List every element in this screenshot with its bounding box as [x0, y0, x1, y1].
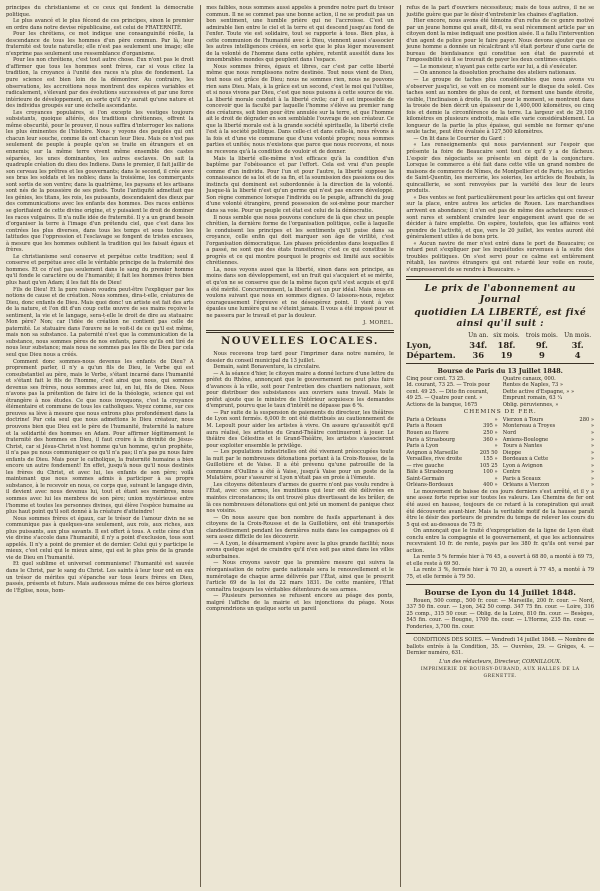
news-item: Nous recevons trop tard pour l'imprimer dans notre numéro, le dossier du conseil municipal du 13 juillet.: [206, 350, 394, 364]
col1-paragraph: Fils de Dieu! Et la pure raison voudra peut-être l'expliquer par les notions de cause et de création. Nous sommes, dira-t-elle, créatures de Dieu, donc enfants de Dieu. Mais quoi donc! un artiste est fait des arts de la nature, et l'on dit d'un coup cette œuvre de ses mains reçoive le sentiment, la vie et le langage, sera-t-elle le droit de dire au statuaire: Mon père? Non; car l'idée de création ne contient pas celle de paternité. Le statuaire dans l'œuvre ne le voit-il de ce qu'il est même, mais non sa substance. La paternité n'est que la communication de la substance, nous sommes pères de nos enfants, parce qu'ils ont tiré de nous leur substance; mais nous ne sommes pas les fils de Dieu par cela seul que Dieu nous a créés.: [6, 286, 194, 358]
paris-quotes: [406, 376, 594, 409]
col3-paragraph: Hier encore, nous avons été témoins d'un refus de ce genre motivé par un jeune homme qui avait, dit-il, vu seul récemment article par un citoyen dont la mise indiquait une position aisée. Il a fallu l'intervention d'un agent de police pour le faire payer. Nous devons ajouter que ce jeune homme a donnée un récalcitrant s'il était porteur d'une carte de bureau de bienfaisance qui constitue son état de pauvreté et l'impossibilité où il se trouvait de payer les deux centimes exigés.: [406, 18, 595, 64]
section-rule: [406, 584, 594, 585]
subscription-cell: 36: [472, 349, 485, 360]
col3-paragraph: refus de la part d'ouvriers nécessiteux; mais de tous autres, il ne se justifie guère que par le désir d'entretenir les chaines d'agitation.: [406, 5, 595, 18]
col1-paragraph: Le plus avancé et le plus fécond de ces principes, sinon le premier en ordre dans notre devise républicaine, est celui de FRATERNITÉ.: [6, 18, 194, 31]
col1-paragraph: Pour les chrétiens, ce mot indique une consanguinité réelle, la descendance de tous les hommes d'un père commun. Par là, leur fraternité est toute naturelle; elle n'est pas seulement une image; elle n'exprime pas seulement une ressemblance d'organisme.: [6, 31, 194, 57]
paris-bourse-title: Bourse de Paris du 13 Juillet 1848.: [437, 366, 563, 375]
col3-paragraph: — Le monsieur, n'ayant pas cette carte sur lui, a dû s'exécuter.: [413, 63, 578, 70]
col1-paragraph: Les croyances populaires, si l'on excepte les vestiges toujours subsistants, quoique altérés, des traditions chrétiennes, offrent la même obscurité, pour le prouver, il nous suffira d'interroger les nations les plus éminentes de l'histoire. Nous y voyons des peuples qui ont chacun leur souche, comme ils ont chacun leur Dieu. Mais ce n'est pas seulement de peuple à peuple qu'on se traite en étrangers et en ennemis; sur la même terre vivent même ensemble des castes séparées, les unes dominantes, les autres esclaves. On sait la quadruple création du dieu des Indiens. Dans le premier, il fait jaillir de son cerveau les prêtres et les gouvernants; dans le second, il crée avec ses bras les soldats et les nobles; dans la troisième, les commerçants sont sortis de son ventre; dans la quatrième, les paysans et les artisans sont nés de la poussière de ses pieds. Toute l'antiquité admettait que les génies, les titans, les rois, les puissants, descendaient des dieux par des communications avec les enfants des hommes. Des races entières se glorifiaient de cette divine origine, et y puisaient le droit de dominer les races vulgaires. Il n'a nulle idée de fraternité. Il y a un grand besoin d'organiser la terre à l'image d'un prétendu ciel, que c'est dans les contrées les plus diverses, dans tous les temps et sous toutes les latitudes que l'oppression et l'esclavage se fongent de tristes excuses, à mesure que les hommes oublient la tradition qui les faisait égaux et frères.: [6, 109, 194, 254]
railways-title: CHEMINS DE FER.: [463, 409, 537, 416]
news-item: Les citoyens détenteurs d'armes de guerre n'ont pas voulu rendre à l'État, avec ces armes, les munitions qui leur ont été délivrées en maintes circonstances; ils ont trouvé plus divertissant de les brûler; de là ces nombreuses détonations qui ont jeté un moment de panique chez nos voisins.: [206, 481, 394, 515]
subscription-cell: 18f.: [497, 339, 516, 350]
news-item: — Par suite de la suspension de paiements du directeur, les théâtres de Lyon sont fermés. 6,000 fr. ont été distribués au cautionnement de M. Lepoult pour aider les artistes à vivre. On assure qu'aussitôt qu'il aura réalisé, les artistes du Grand-Théâtre continueront à jouer. Le théâtre des Célestins et le Grand-Théâtre, les artistes s'associeront pour exploiter ensemble le privilège.: [206, 409, 394, 449]
subscription-header: six mois.: [493, 331, 520, 339]
column-divider: [400, 5, 401, 887]
silk-conditions: CONDITIONS DES SOIES. — Vendredi 14 juillet 1848. — Nombre de ballots entrés à la Condition, 35. — Ouvrées, 29. — Grèges, 4. — Dernier numéro, 631.: [406, 637, 595, 657]
col1-paragraph: Comment donc sommes-nous devenus les enfants de Dieu? A proprement parler, il n'y a qu'un fils de Dieu, le Verbe qui est consubstantiel au père, mais le Verbe, s'étant incarné dans l'humanité et s'étant fait le fils de l'homme, c'est ainsi que nous, qui sommes devenus ses frères, nous sommes avec lui, en lui, fils de Dieu. Nous n'avons pas la prétention de faire ici de la théologie, science qui est étrangère à nos études. Ce que nous invoquons, c'est la croyance élémentaire et commune de tous les catholiques. Voyez comme, sur ces preuves sa lève à mesure que nous entrons plus profondément dans la doctrine! Par cela seul que nous admettons le Dieu créateur, nous prouvons bien que Dieu est le père de l'humanité, fraternité la nature et la solidarité des hommes en Adam. Pour affirmer légitimement le fraternité des hommes en Dieu, il faut croire à la divinité de Jésus-Christ, car si Jésus-Christ n'est homme qu'un homme, qu'un prophète, il n'a pas pu nous communiquer ce qu'il n'a pas; il n'a pas pu nous faire enfants de Dieu. Mais pour le catholique, la fraternité humaine a bien encore un autre fondement! En effet, jusqu'à nous qu'il nous destinés les frères du Christ, et avec lui, les enfants de son père; voilà maintenant que nous sommes admis à participer à sa propre substance, à le recevoir en nous, ce corps que, suivant le langage divin, il devient avec nous devenus lui, tout et étant ses membres, nous sommes avec lui les membres de son père; union mystérieuse entre l'homme et toutes les personnes divines, qui élève l'espèce humaine au plus haut point qu'il soit donné à la créature d'atteindre!: [6, 358, 194, 516]
quote-row: Lyon à Avignon »: [502, 462, 595, 469]
col1-paragraph: principes du christianisme et ce ceux qui fondent la démocratie politique.: [6, 5, 194, 18]
news-item: — Plusieurs personnes se refusent encore au péage des ponts, malgré l'affiche de la mairie et les injonctions du péage. Nous comprendrions un quelque sorte un pareil: [206, 593, 394, 613]
article-signature: J. MOREL.: [363, 320, 394, 327]
subscription-header: Un an.: [468, 331, 489, 339]
news-section-title: NOUVELLES LOCALES.: [221, 335, 379, 347]
subscription-table: [406, 332, 594, 360]
paris-bourse-report: La rente 5 % fermée hier à 76 45, a ouvert à 68 80, a monté à 69 75, et elle reste à 69 50.: [406, 554, 595, 567]
section-rule: [406, 633, 594, 634]
col3-paragraph: — On lit dans le Courrier du Gard :: [413, 135, 506, 142]
railway-quotes-right: [503, 417, 594, 489]
subscription-header: [406, 332, 466, 340]
column-3: [406, 5, 594, 887]
printer-imprint: IMPRIMERIE DE BOURSY-DURAND, AUX HALLES DE LA GRENETTE.: [420, 667, 580, 680]
section-rule: [406, 276, 594, 279]
col3-paragraph: — Le groupe de taches plus considérables que nous avons vu s'observer jusqu'ici, se voit en ce moment sur le disque du soleil. Ces taches sont au nombre de plus de cent, et forment une bande étroite, visible, l'inclinaison à droite. Ils ont pour le moment, se montrent dans la trouée de bien décrit un épaisseur de 1,400,000 kilomètres, ou cinq fois et demie la circonférence de la terre. La largeur est de 29,100 kilomètres en plusieurs endroits, mais elle varie considérablement. La longueur de la partie la plus épaisse, qui semble ne former qu'une seule tache, peut être évaluée à 127,500 kilomètres.: [406, 77, 595, 136]
col3-paragraph: — On annonce la dissolution prochaine des ateliers nationaux.: [413, 70, 577, 77]
news-item: — On nous assure que bon nombre de fusils appartenant à des citoyens de la Croix-Rousse et de la Guillotière, ont été transportés clandestinement pendant les dernières nuits dans les campagnes où il sera assez difficile de les découvrir.: [206, 514, 394, 541]
quote-row: Orléans-Bordeaux 400 »: [406, 482, 498, 489]
lyon-bourse-report: Rouen, 500 comp., 500 fr. cour. — Marseille, 200 fr. cour. — Nord, 337 50 fin. cour. — Lyon, 342 50 comp. 347 75 fin. cour. — Loire, 316 25 comp., 315 50 cour. — Oblig. de la Loire, 810 fin. cour. — Besèges, 545 fin. cour. — Bougne, 1700 fin. cour. — L'Horme, 235 fin. cour. — Fonderies, 3,700 fin. cour.: [406, 597, 595, 630]
col3-paragraph: « Aucun navire de mer n'est entré dans le port de Beaucaire; ce retard peut s'expliquer par les inquiétudes survenues à la suite des troubles politiques. On s'est servi pour ce calme est entièrement rétabli, les navires étrangers qui ont retardé leur voile en route, s'empresseront de se rendre à Beaucaire. »: [406, 240, 595, 273]
news-item: Demain, saint Bonaventure, la circulaire.: [213, 364, 321, 371]
quote-row: Cinq pour cent. 73 25.: [406, 375, 465, 382]
quote-row: Vierzon à Tours 280 »: [502, 416, 595, 423]
col3-paragraph: « Des ventes se font particulièrement pour les articles qui ont faveur sur la place, entre autres les articles de Rouen. Les marchandises arrivent en abondance; il n'en est pas de même des acheteurs: ceux-ci sont rares et semblent craindre leur engagement avant que de se décider à faire emplette. On espère, toutefois, que les affaires vont prendre de l'activité, et que, vers le 20 juillet, les ventes auront été généralement utiles à de bons prix.: [406, 194, 595, 241]
paris-quotes-left: [406, 376, 497, 409]
quote-row: Paris à Rouen 395 »: [406, 423, 498, 430]
subscription-header: Un mois.: [564, 331, 592, 339]
quote-row: Paris à Lyon »: [406, 443, 498, 450]
subscription-cell: 34f.: [469, 339, 488, 350]
quote-row: Rouen au Havre 250 »: [406, 429, 498, 436]
quote-row: Quatre canaux, 000.: [502, 375, 556, 382]
quote-row: Paris à Sceaux »: [502, 475, 595, 482]
quote-row: Id. courant, 73 25. — Trois pour: [406, 382, 491, 389]
quote-row: Paris à Strasbourg 360 »: [406, 436, 498, 443]
quote-row: Nord »: [502, 429, 595, 436]
quote-row: Oblig. péruviennes, »: [502, 401, 559, 408]
quote-row: — rive gauche 105 25: [406, 462, 498, 469]
paris-quotes-right: [503, 376, 594, 409]
news-item: — Les populations industrielles ont été vivement préoccupées toute la nuit par le nombreuses détonations portant à la Croix-Rousse, de la Guillotière et de Vaise. Il a été prévenu qu'une patrouille de la commune d'Oullins a été à Vaise, jusqu'à Vaise pour un poste de la Mulatière, pour s'assurer si Lyon n'était pas en proie à l'émeute.: [206, 449, 394, 482]
quote-row: cent. 49 25. — Dito fin courant,: [406, 388, 489, 395]
quote-row: Centre »: [502, 469, 595, 476]
subscription-row: [406, 350, 594, 360]
col1-paragraph: Pour les non chrétiens, c'est tout autre chose. Eux n'ont pas le droit d'affirmer que tous les hommes sont frères, car si vous citez la tradition, la croyance à l'unité des races n'a plus de fondement. La pure science est bien loin de la démontrer. Au contraire, les observations, les accroitions nous montrent des espèces variables et radicalement, s'élevant par des évolutions successives et par une force intérieure de développement, en sorte qu'il n'y aurait qu'une nature et des individus groupés sur une échelle ascendante.: [6, 57, 194, 110]
paris-bourse-report: Le mouvement de baisse de ces jours derniers s'est arrêté, et il y a une assez forte reprise sur toutes les valeurs. Les Chemins de fer ont été aussi en hausse, toujours de ce retard à la conspiration qui avait été découverte avant-hier. Mais la veritable motif de la hausse paraît être le désir des porteurs de prendre du temps de relever les cours du 5 qui est au-dessous de 75 fr.: [406, 488, 595, 528]
subscription-cell: 9f.: [535, 339, 548, 350]
quote-row: Dieppe »: [502, 449, 595, 456]
column-divider: [200, 5, 201, 887]
section-rule: [206, 330, 394, 333]
column-2: [206, 5, 394, 887]
col2-paragraph: Il nous semble que nous pouvons conclure de là que chez un peuple chrétien, la dernière forme de l'organisation politique, celle à laquelle le conduisent les principes et les sentiments qu'il puise dans sa croyance, celle enfin qui doit marquer son âge de virilité, c'est l'organisation démocratique. Les phases précédentes dans lesquelles il a passé, ne sont que des états transitoires; c'est ce qui constitue le progrès et ce qui montre pourquoi le progrès est limité aux sociétés chrétiennes.: [206, 214, 394, 267]
subscription-header-row: [406, 332, 594, 340]
quote-row: Bordeaux à Cette »: [502, 456, 595, 463]
quote-row: Saint-Germain »: [406, 475, 498, 482]
quote-row: Avignon à Marseille 205 50: [406, 449, 498, 456]
subscription-cell: 9: [538, 349, 545, 360]
quote-row: Actions de la banque, 1675: [406, 401, 478, 408]
subscription-cell: 4: [574, 349, 581, 360]
quote-row: Bâle à Strasbourg 100 »: [406, 469, 498, 476]
col3-paragraph: « Les renseignements qui nous parviennent sur l'espoir que présente la foire de Beaucaire sont tout ce qu'il y a de fâcheux. L'espoir des négociants se présente en dépit de la conjoncture. Lorsque le commerce a été fait dans cette ville un grand nombre de maisons de commerce de Nîmes, de Montpellier et de Paris; les articles de Saint-Quentin, les mercerie, les soieries, les articles de Roubaix, la quincaillerie, se sont renvoyées par la variété des leur de leurs produits.: [406, 142, 595, 195]
col2-paragraph: Mais la liberté elle-même n'est efficace qu'à la condition d'un baptême par l'obéissance et par l'effort. Cela est vrai d'un peuple comme d'un individu. Pour l'un et pour l'autre, la liberté suppose la connaissance de sa loi et de sa fin, et la soumission des passions ou des instincts qui dominent est subordonnée à la direction de la volonté. Jusque-là la liberté n'est qu'un germe qui n'est pas encore développé. Son règne commence lorsque l'individu ou le peuple, affranchi du joug d'une volonté étrangère, prend possession de soi-même pour marcher dans sa voie. Pour un peuple cet état est celui de la démocratie.: [206, 155, 394, 214]
subscription-cell: Lyon,: [406, 339, 432, 350]
quote-row: 49 25. — Quatre pour cent. »: [406, 395, 483, 402]
news-item: — A Lyon, le désarmement s'opère avec la plus grande facilité; nous avons quelque sujet de craindre qu'il n'en soit pas ainsi dans les villes suburbaines.: [206, 540, 394, 560]
subscription-cell: Départem.: [406, 349, 456, 360]
paris-bourse-report: La rente 3 %, fermée hier à 70 20, a ouvert à 77 45, a monté à 79 75, et elle fermée à 79 50.: [406, 567, 595, 581]
quote-row: Amiens-Boulogne »: [502, 436, 595, 443]
subscription-title: Le prix de l'abonnement au Journal: [424, 282, 576, 305]
quote-row: Dette active d'Espagne, » »: [502, 388, 575, 395]
subscription-row: [406, 340, 594, 350]
subscription-cell: 19: [500, 349, 513, 360]
quote-row: Versailles, rive droite 155 »: [406, 456, 498, 463]
col2-paragraph: Nous sommes frères, égaux et libres, car c'est par cette liberté même que nous remplissons notre destinée. Tout nous vient de Dieu, tout nous est grâce de Dieu; nous ne sommes rien, nous ne pouvons rien sans Dieu. Mais, à la grâce est un second, c'est le moi qui l'utilise, et si nous vivons par Dieu, c'est que nous puisons à cette source de vie. La liberté morale conduit à la liberté civile; car il est impossible de concevoir que la faculté par laquelle l'homme s'élève au premier rang des créatures, soit bien pour être annulée sur la terre, et que l'homme ait le droit de dégrader en son semblable l'ouvrage de son créateur. Ce que la liberté morale est à la grande société spirituelle, la liberté civile l'est à la société politique. Dans celle-ci et dans celle-là, nous rêvons à la fois et d'une vie commune que d'une volonté propre; nous sommes parties et unités; nous n'existons que parce que nous recevons, et nous ne recevons qu'à la condition de vouloir et de donner.: [206, 63, 394, 156]
col2-paragraph: mes faibles, nous sommes aussi appelés à prendre notre part du trésor commun. Il ne se commet pas une bonne action, il ne se produit pas un bon sentiment, une humble prière qui ne l'accroisse. C'est un admirable lien entre le ciel et la terre et qui descend jusqu'au fond de l'enfer. Toute vie est solidaire, tout se rapporte à tous. Bien plus, à cette communion de l'humanité avec à Dieu, viennent aussi s'associer les autres intelligences créées, en sorte que le plus léger mouvement de la volonté de l'homme dans cette sphère, retentit aussitôt dans les innombrables mondes qui peuplent dans l'espace.: [206, 5, 394, 64]
railway-quotes: [406, 417, 594, 489]
column-1: [6, 5, 194, 887]
quote-row: Tours à Nantes »: [502, 443, 595, 450]
paris-bourse-report: On annonçait que le traité d'expropriation de la ligne de Lyon était conclu entre la compagnie et le gouvernement, et que les actionnaires recevraient 10 fr. de rente, payés par les 380 fr. qu'ils ont versé par action.: [406, 528, 595, 554]
col2-paragraph: La, nous voyons aussi que la liberté, sinon dans son principe, au moins dans son développement, est un fruit qui s'acquiert et se mérite, et qu'on ne se conserve que de la même façon qu'il s'est acquis et qu'il a été mérité. Concurremment, la liberté est un pur idéal. Mais nous en voulons suivant que nous en sommes dignes. O laissons-nous, rejetez courageusement l'épreuve et ne désespérez point. Il vient à vos épaules une lumière qui ne s'éteint jamais. Il vous a été imposé pour et ne passera par le travail et par la douleur.: [206, 266, 394, 319]
quote-row: Rentes de Naples, 73 »: [502, 382, 564, 389]
news-item: — Nous croyons savoir que la première mesure qui suivra la réorganisation de notre garde nationale sera le renouvellement et le numérotage de chaque arme délivrée par l'État, ainsi que le prescrit l'article 69 de la loi du 22 mars 1831. De cette manière, l'État connaîtra toujours les véritables détenteurs de ses armes.: [206, 560, 394, 593]
subscription-cell: 3f.: [571, 339, 584, 350]
news-item: — A la séance d'hier, le citoyen maire a donné lecture d'une lettre du préfet du Rhône, annonçant que le gouvernement ne peut plus faire d'avances à la ville, soit pour l'entretien des chantiers nationaux, soit pour distribuer des subsistances aux ouvriers sans travail. Mais le préfet ajoute que le ministre de l'intérieur acquiesce les demandes d'emprunt, pourvu que le taux d'intérêt ne dépasse pas 6 %.: [206, 370, 394, 410]
quote-row: Paris à Orléans »: [406, 416, 498, 423]
lyon-bourse-title: Bourse de Lyon du 14 Juillet 1848.: [424, 587, 576, 597]
quote-row: Emprunt romain, 63 ¼: [502, 395, 563, 402]
section-rule: [406, 363, 594, 364]
quote-row: Orléans à Vierzon »: [502, 482, 595, 489]
quote-row: Montereau à Troyes »: [502, 423, 595, 430]
editor-line: L'un des rédacteurs, Directeur, CORNILLOUX.: [439, 658, 562, 665]
col1-paragraph: Et quel sublime et universel communisme! l'humanité est sauvée dans le Christ, par le sang du Christ. Les saints à leur tour ont en eux un trésor de mérites qui s'épanche sur tous leurs frères en Dieu, passés, présents et futurs. Mais audessous même de ces héros glorieux de l'Église, nous, hom-: [6, 561, 194, 594]
subscription-subtitle: quotidien LA LIBERTÉ, est fixé ainsi qu'il suit :: [414, 306, 587, 329]
col1-paragraph: Nous sommes frères et égaux, car le trésor de l'amour divin ne se communique pas à quelques-uns seulement, aux rois, aux riches, aux plus puissants, aux plus savants. Il est offert à tous. A cette cène d'un vie divine s'accole dans l'humanité, il n'y a point d'exclusion, tous sont appelés. Il n'y a point de premier et de dernier. Celui qui y participe le mieux, c'est celui qui le mieux aime, qui est le plus près de la grande vie de Dieu en l'humanité.: [6, 515, 194, 561]
col1-paragraph: Le christianisme seul conserve et perpétue cette tradition; seul il conserve et perpétue avec elle le véritable principe de la fraternité des hommes. Et ce n'est pas seulement dans le sang du premier homme qu'il fonde le caractère ou de l'humanité; il fait les hommes frères bien plus haut qu'en Adam; il les fait fils de Dieu!: [6, 253, 194, 286]
subscription-header: trois mois.: [525, 331, 558, 339]
railway-quotes-left: [406, 417, 497, 489]
